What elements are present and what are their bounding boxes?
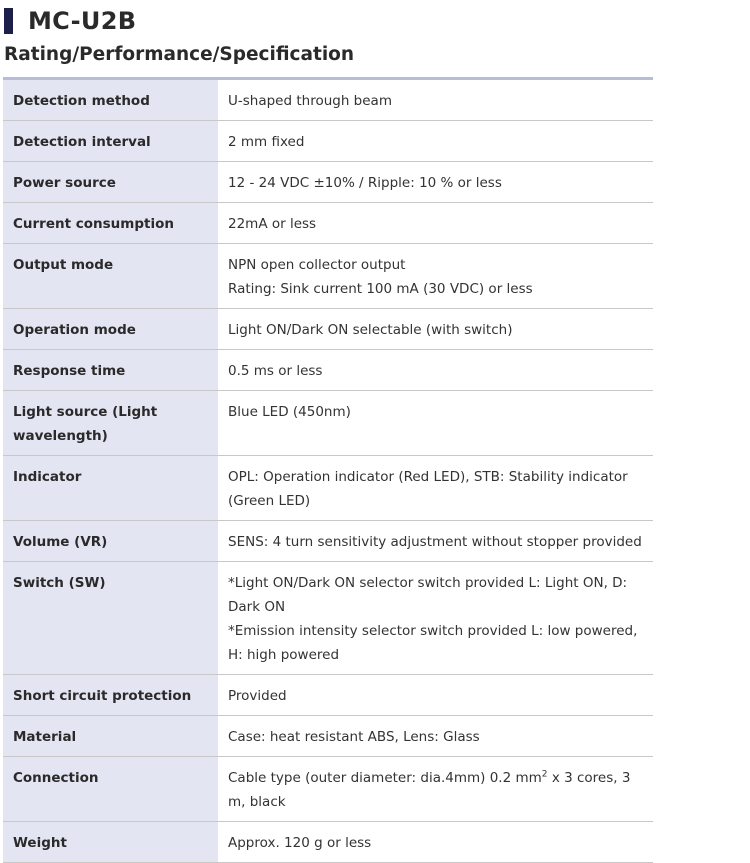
spec-value [218, 391, 653, 456]
spec-value [218, 244, 653, 309]
title-accent-bar [4, 8, 13, 34]
spec-value [218, 675, 653, 716]
spec-label: Switch (SW) [3, 562, 218, 675]
spec-label: Detection interval [3, 121, 218, 162]
spec-value-line: OPL: Operation indicator (Red LED), STB: Stability indicator (Green LED) [228, 469, 628, 509]
spec-value [218, 121, 653, 162]
spec-value-line: Provided [228, 688, 287, 704]
table-row [3, 675, 653, 716]
spec-value-line: *Emission intensity selector switch provided L: low powered, H: high powered [228, 623, 638, 663]
spec-value [218, 203, 653, 244]
spec-value [218, 162, 653, 203]
table-row [3, 391, 653, 456]
spec-value-line: 12 - 24 VDC ±10% / Ripple: 10 % or less [228, 175, 502, 191]
spec-value-line: Approx. 120 g or less [228, 835, 372, 851]
table-row [3, 456, 653, 521]
product-title: MC-U2B [28, 7, 137, 35]
spec-value-line: U-shaped through beam [228, 93, 392, 109]
page-title [4, 4, 136, 38]
spec-value-text: x 3 cores, 3 m, black [228, 770, 631, 810]
spec-value-line: Rating: Sink current 100 mA (30 VDC) or less [228, 281, 533, 297]
table-row [3, 203, 653, 244]
spec-label: Weight [3, 822, 218, 863]
spec-label: Power source [3, 162, 218, 203]
spec-value-line: 2 mm fixed [228, 134, 305, 150]
spec-value-line: Case: heat resistant ABS, Lens: Glass [228, 729, 480, 745]
table-row [3, 162, 653, 203]
spec-label: Detection method [3, 79, 218, 121]
spec-label: Operation mode [3, 309, 218, 350]
table-row [3, 822, 653, 863]
spec-label: Output mode [3, 244, 218, 309]
table-row [3, 79, 653, 121]
spec-value-line: 0.5 ms or less [228, 363, 323, 379]
spec-label: Connection [3, 757, 218, 822]
table-row [3, 716, 653, 757]
table-row [3, 521, 653, 562]
spec-label: Volume (VR) [3, 521, 218, 562]
table-row [3, 350, 653, 391]
spec-value-text: Cable type (outer diameter: dia.4mm) 0.2 mm [228, 770, 542, 786]
section-heading: Rating/Performance/Specification [4, 44, 355, 65]
spec-label: Indicator [3, 456, 218, 521]
table-row [3, 244, 653, 309]
specification-table [3, 77, 653, 863]
spec-value-line: NPN open collector output [228, 257, 406, 273]
spec-value [218, 716, 653, 757]
spec-value [218, 822, 653, 863]
spec-label: Short circuit protection [3, 675, 218, 716]
table-row [3, 121, 653, 162]
spec-value [218, 309, 653, 350]
spec-value [218, 521, 653, 562]
spec-label: Current consumption [3, 203, 218, 244]
spec-value-line: SENS: 4 turn sensitivity adjustment without stopper provided [228, 534, 642, 550]
spec-value [218, 350, 653, 391]
superscript: 2 [541, 769, 548, 780]
table-row [3, 562, 653, 675]
spec-value [218, 757, 653, 822]
spec-value-line: 22mA or less [228, 216, 317, 232]
spec-label: Response time [3, 350, 218, 391]
spec-value [218, 562, 653, 675]
spec-value-line: Light ON/Dark ON selectable (with switch) [228, 322, 513, 338]
table-row [3, 309, 653, 350]
spec-value [218, 79, 653, 121]
spec-label: Material [3, 716, 218, 757]
table-row [3, 757, 653, 822]
spec-value-line: Blue LED (450nm) [228, 404, 351, 420]
spec-value-line: *Light ON/Dark ON selector switch provided L: Light ON, D: Dark ON [228, 575, 628, 615]
spec-label: Light source (Light wavelength) [3, 391, 218, 456]
spec-value [218, 456, 653, 521]
